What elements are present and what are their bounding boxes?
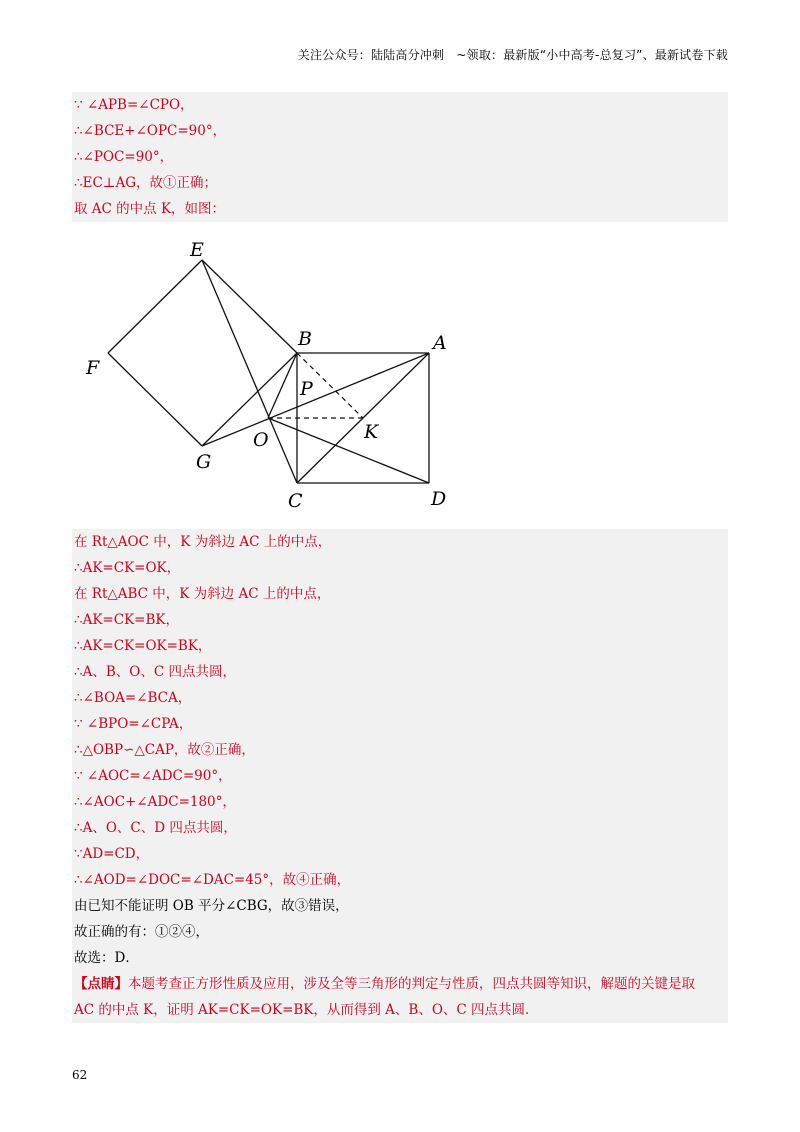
solution-line: ∴A、B、O、C 四点共圆， (74, 664, 236, 680)
solution-line: ∴∠POC=90°， (74, 149, 174, 165)
edge-gb (202, 353, 297, 446)
solution-line: ∴∠BOA=∠BCA， (74, 690, 192, 706)
geometry-diagram (72, 224, 467, 524)
edge-ef (108, 260, 202, 353)
solution-line: 在 Rt△ABC 中，K 为斜边 AC 上的中点， (74, 586, 331, 602)
page-number: 62 (72, 1068, 88, 1082)
geometry-figure (72, 224, 467, 524)
note-line-1 (72, 971, 728, 997)
label-e: E (190, 239, 204, 261)
label-c: C (288, 490, 303, 512)
line-ec (202, 260, 297, 483)
solution-line: ∴AK=CK=OK=BK， (74, 638, 212, 654)
solution-line: ∴EC⊥AG，故①正确； (74, 175, 218, 191)
solution-block-top (72, 92, 728, 222)
solution-line: ∵AD=CD， (74, 846, 150, 862)
answer-line: 故选：D． (74, 950, 139, 966)
conclusion-line: 由已知不能证明 OB 平分∠CBG，故③错误， (74, 898, 349, 914)
solution-line: ∴A、O、C、D 四点共圆， (74, 820, 237, 836)
note-text-1: 本题考查正方形性质及应用，涉及全等三角形的判定与性质，四点共圆等知识，解题的关键是取 (128, 976, 695, 992)
label-k: K (364, 421, 379, 443)
solution-line: ∵ ∠AOC=∠ADC=90°， (74, 768, 232, 784)
solution-line: ∵ ∠APB=∠CPO， (74, 97, 194, 113)
label-p: P (300, 378, 313, 400)
solution-line: 取 AC 的中点 K，如图： (74, 201, 226, 217)
conclusion-line: 故正确的有：①②④， (74, 924, 209, 940)
solution-line: ∴∠AOD=∠DOC=∠DAC=45°，故④正确， (74, 872, 351, 888)
solution-line: ∴AK=CK=BK， (74, 612, 179, 628)
solution-line: ∴∠AOC+∠ADC=180°， (74, 794, 236, 810)
label-d: D (431, 488, 447, 510)
edge-be (202, 260, 297, 353)
label-b: B (298, 328, 312, 350)
solution-line: ∴AK=CK=OK， (74, 560, 181, 576)
solution-block-bottom (72, 529, 728, 1023)
solution-line: ∴∠BCE+∠OPC=90°， (74, 123, 227, 139)
page-header: 关注公众号：陆陆高分冲刺 ~领取：最新版“小中高考-总复习”、最新试卷下载 (297, 48, 728, 62)
label-g: G (196, 451, 212, 473)
edge-fg (108, 353, 202, 446)
solution-line: ∵ ∠BPO=∠CPA， (74, 716, 193, 732)
label-a: A (433, 332, 447, 354)
line-ga (202, 353, 429, 446)
label-o: O (253, 429, 269, 451)
note-line-2: AC 的中点 K，证明 AK=CK=OK=BK，从而得到 A、B、O、C 四点共圆． (74, 1002, 539, 1018)
label-f: F (86, 357, 100, 379)
note-tag: 【点睛】 (74, 976, 128, 992)
solution-line: ∴△OBP∽△CAP，故②正确， (74, 742, 255, 758)
solution-line: 在 Rt△AOC 中，K 为斜边 AC 上的中点， (74, 534, 332, 550)
